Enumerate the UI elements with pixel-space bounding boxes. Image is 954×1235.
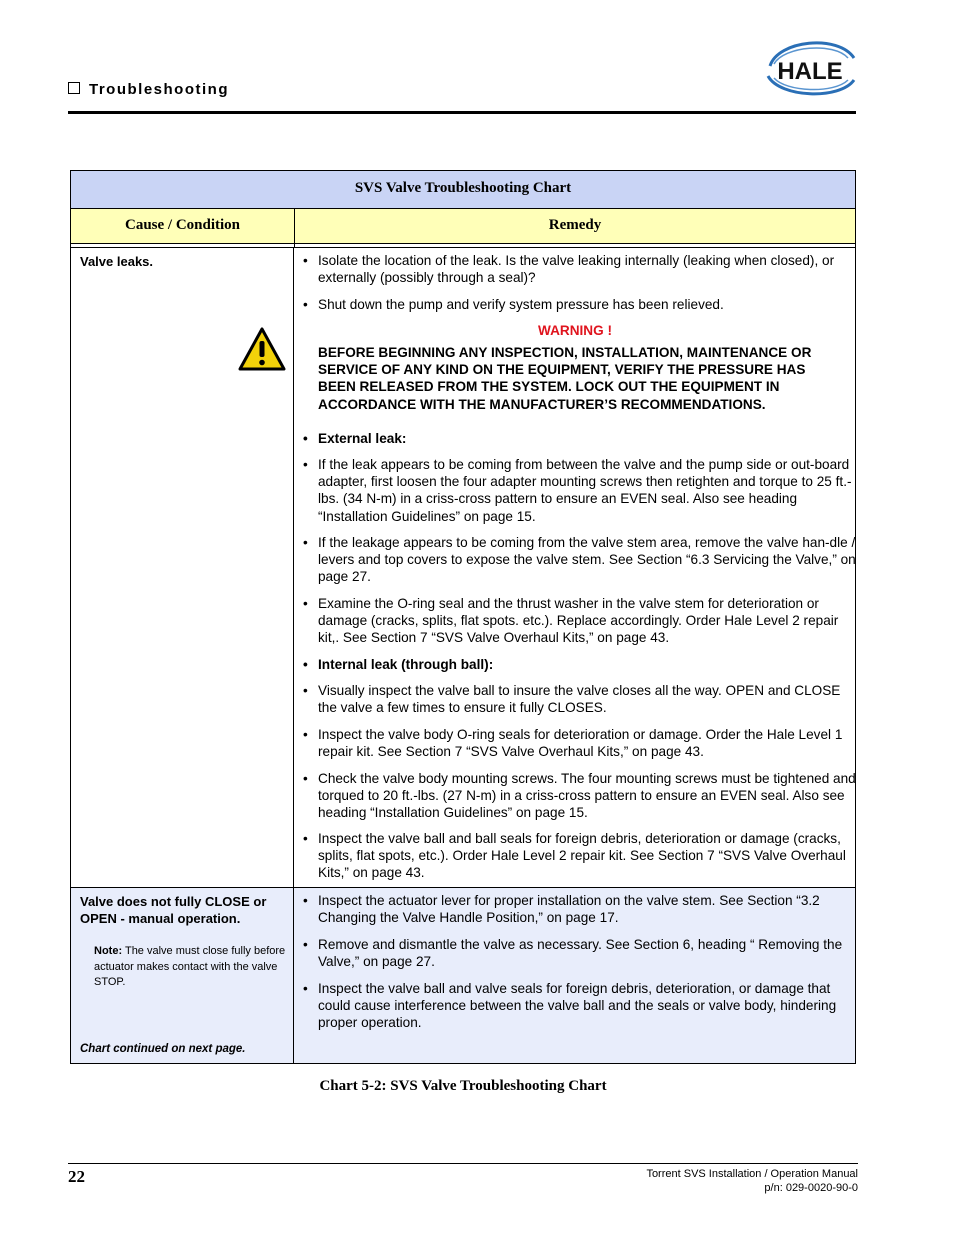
list-item: • Internal leak (through ball): xyxy=(303,656,860,673)
continued-note: Chart continued on next page. xyxy=(80,1043,246,1055)
cause-title: Valve does not fully CLOSE or OPEN - manual operation. xyxy=(80,894,267,926)
table-row xyxy=(71,888,855,1063)
part-number: p/n: 029-0020-90-0 xyxy=(764,1182,858,1194)
warning-text: BEFORE BEGINNING ANY INSPECTION, INSTALLATION, MAINTENANCE OR SERVICE OF ANY KIND ON THE EQUIPMENT, VERIFY THE PRESSURE HAS BEEN RELEASED FROM THE SYSTEM. LOCK OUT THE EQUIPMENT IN ACCORDANCE WITH THE MANUFACTURER’S RECOMMENDATIONS. xyxy=(318,345,812,412)
section-label xyxy=(68,81,229,98)
troubleshooting-chart xyxy=(70,170,856,1064)
checkbox-square-icon xyxy=(68,82,80,94)
chart-title: SVS Valve Troubleshooting Chart xyxy=(71,171,855,209)
note-label: Note: xyxy=(94,945,123,957)
note xyxy=(94,944,289,991)
warning-label: WARNING ! xyxy=(537,323,612,338)
list-item: • Inspect the valve body O-ring seals for deterioration or damage. Order the Hale Level 1 repair kit. See Section 7 “SVS Valve Overhaul Kits,” on page 43. xyxy=(303,726,860,760)
list-item: • If the leakage appears to be coming from the valve stem area, remove the valve han-dle / levers and top covers to expose the valve stem. See Section “6.3 Servicing the Valve,” on page 27. xyxy=(303,534,860,586)
remedy-cell xyxy=(295,248,855,887)
list-item: • Inspect the actuator lever for proper installation on the valve stem. See Section “3.2 Changing the Valve Handle Position,” on page 17. xyxy=(303,892,860,926)
list-item: • Inspect the valve ball and ball seals for foreign debris, deterioration or damage (cracks, splits, flat spots, etc.). Order Hale Level 2 repair kit. See Section 7 “SVS Valve Overhaul Kits,” on page 43. xyxy=(303,830,860,882)
remedy-cell xyxy=(295,888,855,1063)
list-item: • Check the valve body mounting screws. The four mounting screws must be tightened and torqued to 20 ft.-lbs. (27 N-m) in a criss-cross pattern to ensure an EVEN seal. Also see heading “Installation Guidelines” on page 15. xyxy=(303,770,860,822)
chart-column-headers xyxy=(71,209,855,244)
hale-logo xyxy=(760,36,860,100)
list-item: • Shut down the pump and verify system pressure has been relieved. xyxy=(303,296,860,313)
list-item: • Isolate the location of the leak. Is the valve leaking internally (leaking when closed), or externally (possibly through a seal)? xyxy=(303,252,860,286)
col-cause-header: Cause / Condition xyxy=(71,209,295,243)
chart-caption: Chart 5-2: SVS Valve Troubleshooting Chart xyxy=(319,1078,607,1094)
section-label-text: Troubleshooting xyxy=(89,81,229,98)
list-item: • External leak: xyxy=(303,430,860,447)
warning-triangle-icon xyxy=(237,326,287,372)
logo-text: HALE xyxy=(777,58,843,85)
list-item: • Examine the O-ring seal and the thrust washer in the valve stem for deterioration or damage (cracks, splits, flat spots. etc.). Replace accordingly. Order Hale Level 2 repair kit,. See Section 7 “SVS Valve Overhaul Kits,” on page 43. xyxy=(303,595,860,647)
list-item: • If the leak appears to be coming from between the valve and the pump side or out-board adapter, first loosen the four adapter mounting screws then retighten and torque to 25 ft.-lbs. (34 N-m) in a criss-cross pattern to ensure an EVEN seal. Also see heading “Installation Guidelines” on page 15. xyxy=(303,456,860,525)
list-item: • Visually inspect the valve ball to insure the valve closes all the way. OPEN and CLOSE the valve a few times to ensure it fully CLOSES. xyxy=(303,682,860,716)
header-rule xyxy=(68,111,856,114)
cause-title: Valve leaks. xyxy=(80,254,154,269)
page-number: 22 xyxy=(68,1167,85,1186)
col-remedy-header: Remedy xyxy=(548,217,602,233)
footer-manual-info xyxy=(646,1167,858,1195)
list-item: • Inspect the valve ball and valve seals for foreign debris, deterioration, or damage that could cause interference between the valve ball and the seals or valve body, hindering proper operation. xyxy=(303,980,860,1032)
cause-cell xyxy=(71,248,294,887)
note-text: The valve must close fully before actuator makes contact with the valve STOP. xyxy=(94,945,286,988)
table-row xyxy=(71,248,855,888)
manual-title: Torrent SVS Installation / Operation Manual xyxy=(646,1168,858,1180)
footer-rule xyxy=(68,1163,858,1164)
cause-cell xyxy=(71,888,294,1063)
list-item: • Remove and dismantle the valve as necessary. See Section 6, heading “ Removing the Valve,” on page 27. xyxy=(303,936,860,970)
